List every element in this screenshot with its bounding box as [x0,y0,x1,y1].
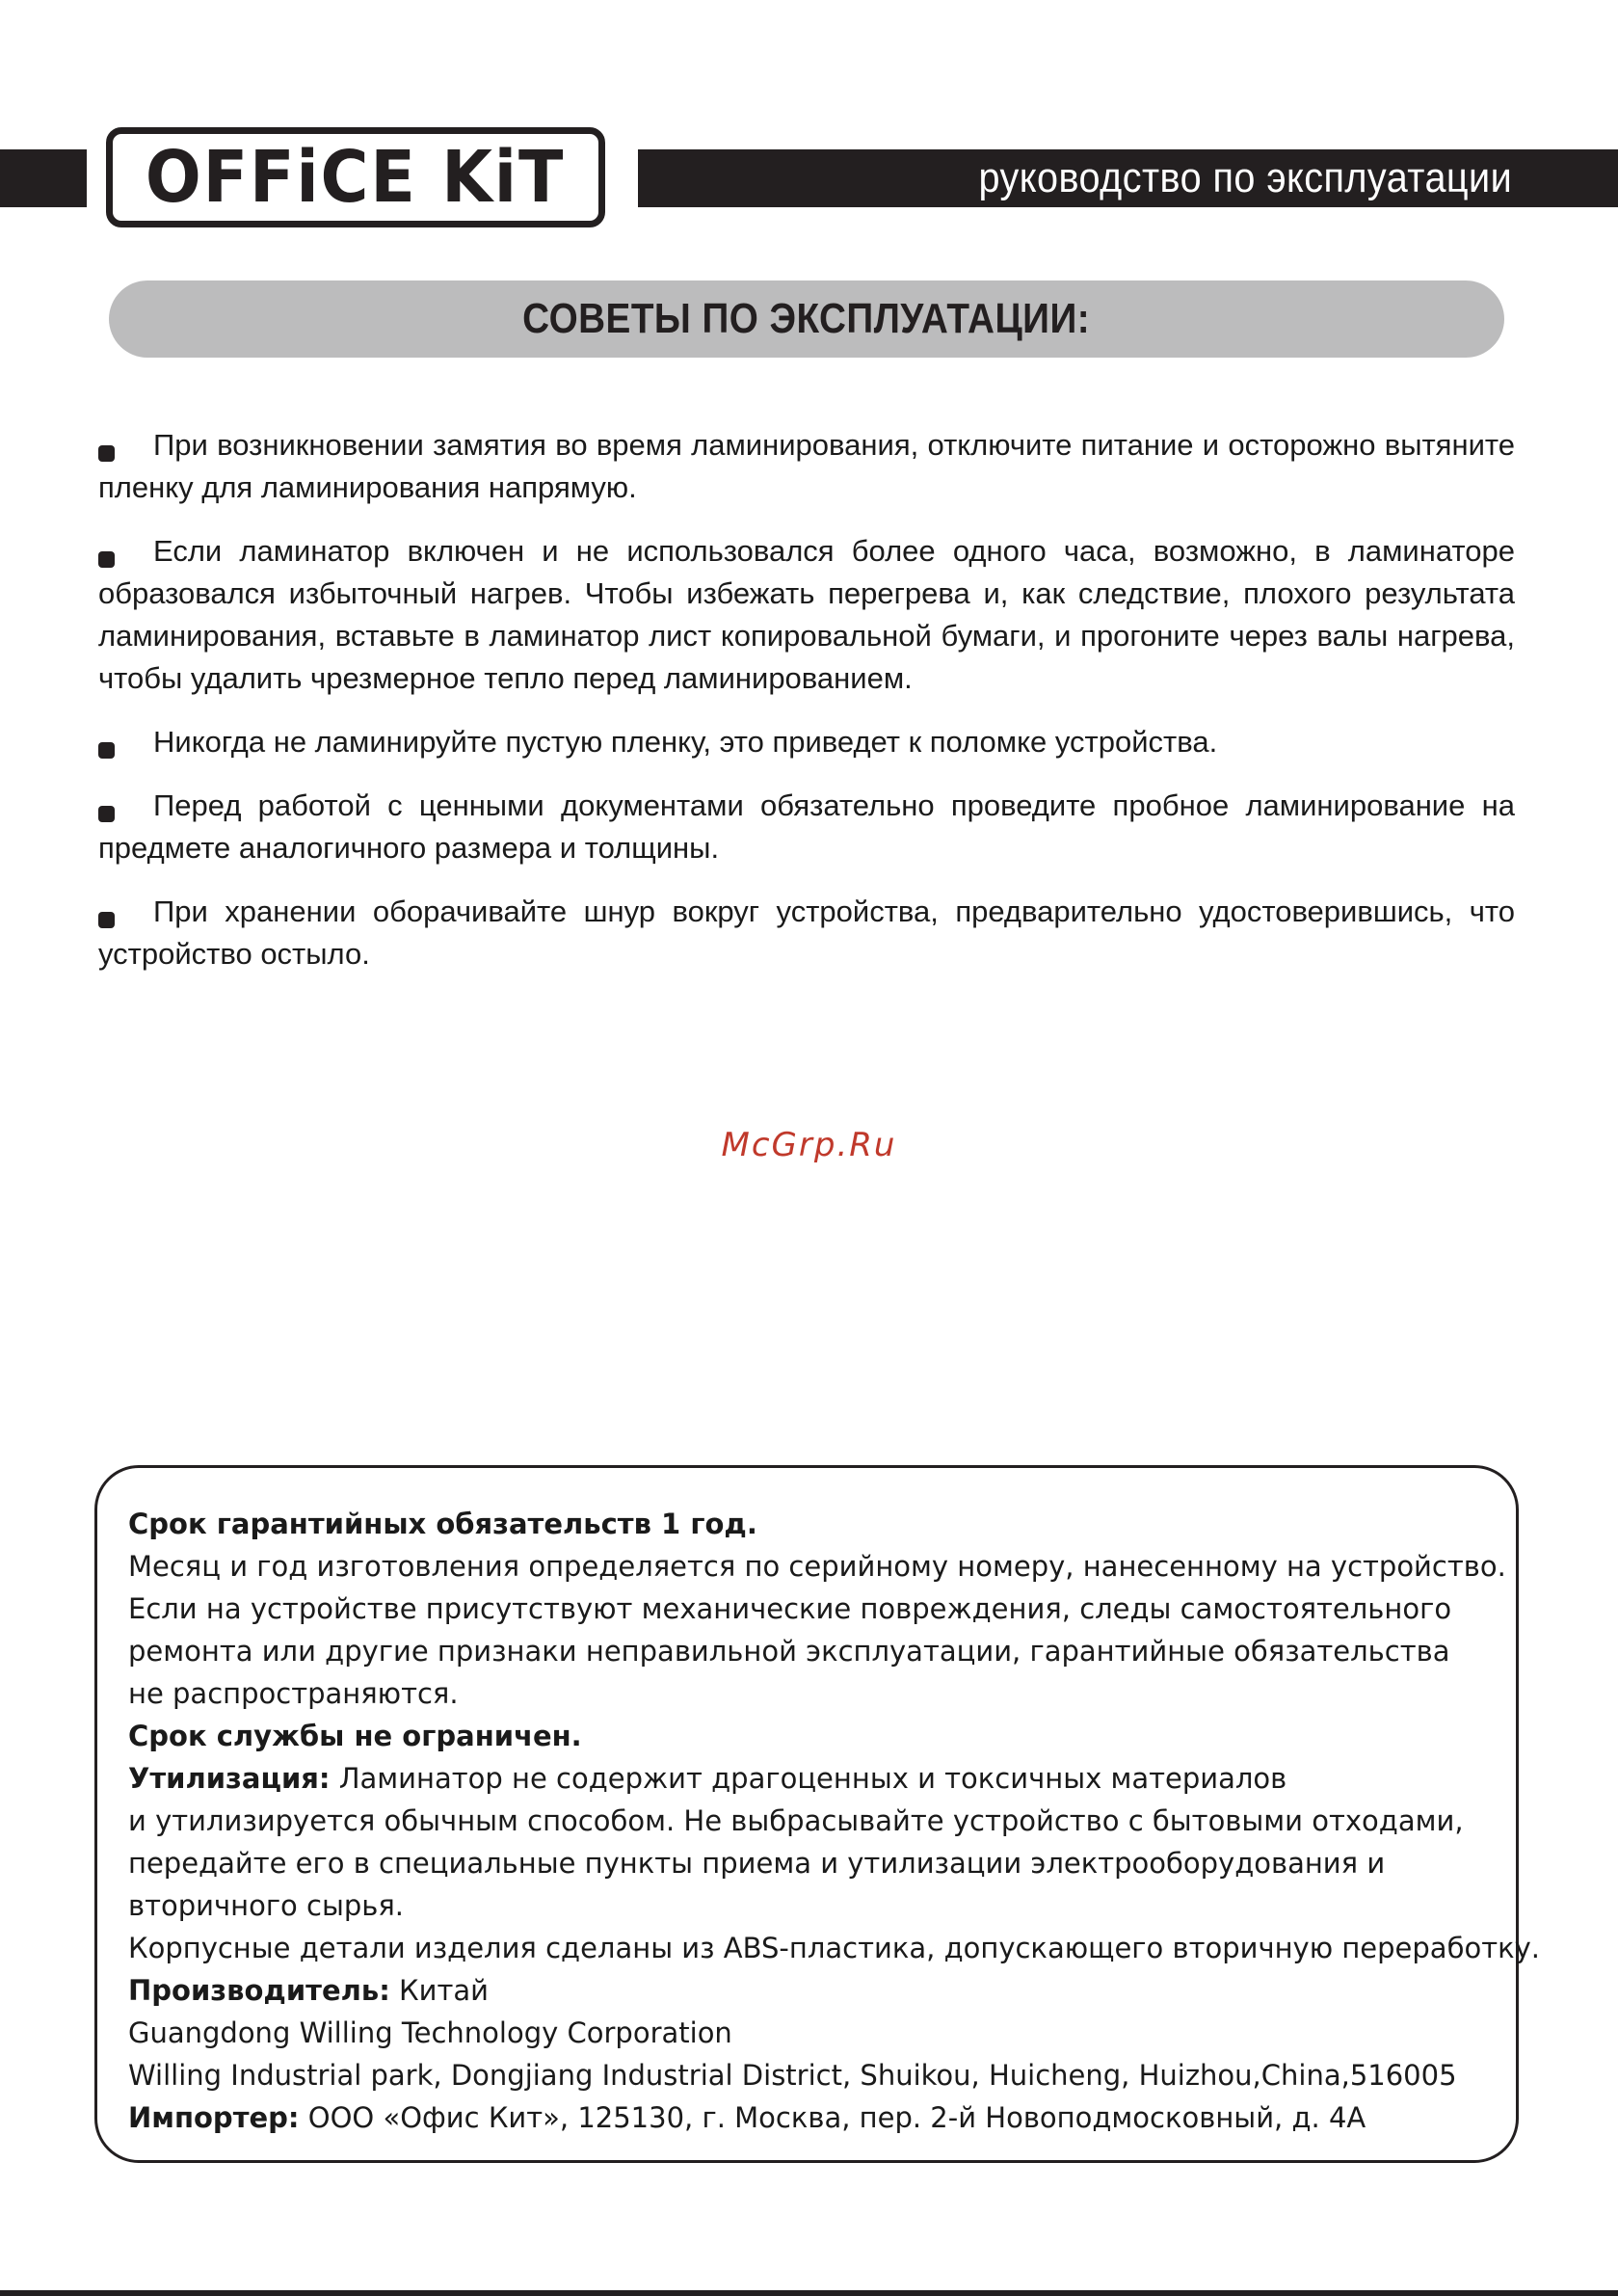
bullet-icon [98,912,115,928]
tip-item [98,530,1515,700]
tip-item [98,721,1515,763]
logo-text: OFFiCE KiT [146,136,566,219]
manufacturer-line [128,1969,1497,2012]
bullet-icon [98,742,115,759]
warranty-term-text: Срок гарантийных обязательств 1 год. [128,1508,757,1540]
tip-item [98,891,1515,975]
tip-item [98,785,1515,869]
watermark: McGrp.Ru [721,1126,897,1164]
tip-text: Перед работой с ценными документами обязательно проведите пробное ламинирование на предмете аналогичного размера и толщины. [98,788,1515,865]
bullet-icon [98,445,115,462]
tip-text: Никогда не ламинируйте пустую пленку, это приведет к поломке устройства. [153,725,1218,759]
tip-text: При хранении оборачивайте шнур вокруг устройства, предварительно удостоверившись, что устройство остыло. [98,894,1515,971]
bullet-icon [98,806,115,822]
bullet-icon [98,551,115,568]
disposal-line [128,1757,1497,1800]
warranty-line: не распространяются. [128,1677,459,1710]
warranty-line: передайте его в специальные пункты приема и утилизации электрооборудования и [128,1847,1386,1880]
tip-text: При возникновении замятия во время ламинирования, отключите питание и осторожно вытяните пленку для ламинирования напрямую. [98,428,1515,504]
section-header [109,280,1504,358]
header-bar-left [0,149,87,207]
warranty-box [94,1465,1540,2163]
tip-item [98,424,1515,509]
warranty-line: и утилизируется обычным способом. Не выбрасывайте устройство с бытовыми отходами, [128,1804,1464,1837]
warranty-line: Если на устройстве присутствуют механические повреждения, следы самостоятельного [128,1592,1452,1625]
importer-text: ООО «Офис Кит», 125130, г. Москва, пер. 2-й Новоподмосковный, д. 4А [299,2101,1366,2134]
disposal-text: Ламинатор не содержит драгоценных и токсичных материалов [330,1762,1287,1795]
tip-text: Если ламинатор включен и не использовался более одного часа, возможно, в ламинаторе образовался избыточный нагрев. Чтобы избежать перегрева и, как следствие, плохого результата ламинирования, вставьте в ламинатор лист копировальной бумаги, и прогоните через валы нагрева, чтобы удалить чрезмерное тепло перед ламинированием. [98,534,1515,695]
importer-label: Импортер: [128,2101,300,2134]
service-life [128,1715,1497,1757]
header-subtitle: руководство по эксплуатации [978,154,1512,201]
warranty-line: ремонта или другие признаки неправильной эксплуатации, гарантийные обязательства [128,1635,1450,1668]
footer-line [0,2290,1618,2296]
company-name: Guangdong Willing Technology Corporation [128,2016,732,2049]
manufacturer-label: Производитель: [128,1974,390,2007]
warranty-line: вторичного сырья. [128,1889,405,1922]
warranty-term [128,1503,1497,1545]
warranty-line: Месяц и год изготовления определяется по серийному номеру, нанесенному на устройство. [128,1550,1506,1583]
brand-logo [106,127,605,227]
company-address: Willing Industrial park, Dongjiang Industrial District, Shuikou, Huicheng, Huizhou,China,516005 [128,2059,1457,2092]
tips-list [98,424,1515,997]
service-life-text: Срок службы не ограничен. [128,1720,582,1752]
importer-line [128,2096,1497,2139]
manufacturer-country: Китай [389,1974,489,2007]
disposal-label: Утилизация: [128,1762,331,1795]
warranty-line: Корпусные детали изделия сделаны из ABS-пластика, допускающего вторичную переработку. [128,1932,1540,1964]
section-title: СОВЕТЫ ПО ЭКСПЛУАТАЦИИ: [522,295,1091,342]
